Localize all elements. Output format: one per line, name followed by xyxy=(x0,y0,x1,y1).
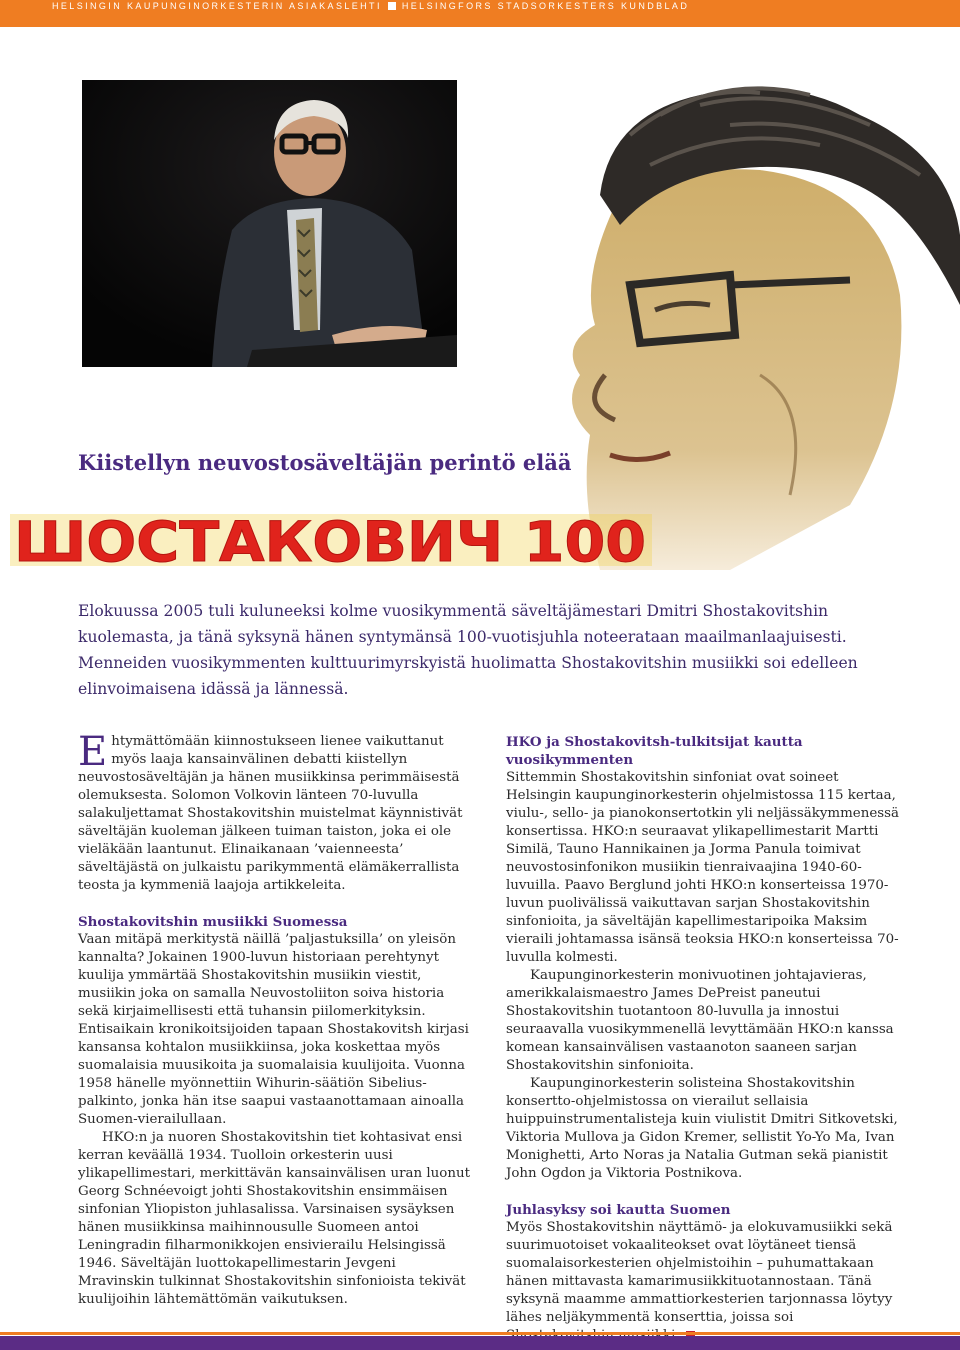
composer-photo-illustration xyxy=(82,80,457,367)
square-icon xyxy=(388,2,396,10)
masthead-finnish: HELSINGIN KAUPUNGINORKESTERIN ASIAKASLEHTI xyxy=(52,1,382,11)
sketch-illustration xyxy=(430,75,960,570)
composer-photo xyxy=(82,80,457,367)
cyrillic-title xyxy=(6,510,656,570)
intro-paragraph xyxy=(78,729,475,895)
paragraph-first-meeting: HKO:n ja nuoren Shostakovitshin tiet kohtasivat ensi kerran keväällä 1934. Tuolloin orkesterin uusi ylikapellimestari, merkittävän kansainvälisen uran luonut Georg Schnéevoigt johti Shostakovitshin ensimmäisen sinfonian Yliopiston juhlasalissa. Varsinaisen sysäyksen hänen musiikkinsa maihinnousulle Suomeen antoi Leningradin filharmonikkojen ensivierailu Helsingissä 1946. Säveltäjän luottokapellimestarin Jevgeni Mravinskin tulkinnat Shostakovitshin sinfonioista tekivät kuulijoihin lähtemättömän vaikutuksen. xyxy=(78,1130,470,1307)
right-column xyxy=(506,733,903,1345)
left-column xyxy=(78,729,475,1309)
masthead-swedish: HELSINGFORS STADSORKESTERS KUNDBLAD xyxy=(401,1,690,11)
section-heading-finland: Shostakovitshin musiikki Suomessa xyxy=(78,914,348,930)
bottom-bar xyxy=(0,1336,960,1350)
lead-paragraph: Elokuussa 2005 tuli kuluneeksi kolme vuosikymmentä säveltäjämestari Dmitri Shostakovitshin kuolemasta, ja tänä syksynä hänen syntymänsä 100-vuotisjuhla noteerataan maailmanlaajuisesti. Menneiden vuosikymmenten kulttuurimyrskyistä huolimatta Shostakovitshin musiikki soi edelleen elinvoimaisena idässä ja lännessä. xyxy=(78,602,858,698)
masthead xyxy=(52,0,689,27)
paragraph-festival xyxy=(506,1219,903,1345)
cyrillic-title-text: ШОСТАКОВИЧ 100 xyxy=(14,510,646,570)
paragraph-finland: Vaan mitäpä merkitystä näillä ’paljastuksilla’ on yleisön kannalta? Jokainen 1900-luvun historiaan perehtynyt kuulija ymmärtää Shostakovitshin musiikin viestit, musiikin joka on samalla Neuvostoliiton soiva historia sekä kirjaimellisesti että tuhansin piilomerkityksin. Entisaikain kronikoitsijoiden tapaan Shostakovitsh kirjasi kansansa kohtalon musiikkiinsa, joka koskettaa myös suomalaisia muusikoita ja suomalaisia kuulijoita. Vuonna 1958 hänelle myönnettiin Wihurin-säätiön Sibelius-palkinto, jonka hän itse saapui vastaanottamaan ainoalla Suomen-vierailullaan. xyxy=(78,932,469,1127)
paragraph-depreist: Kaupunginorkesterin monivuotinen johtajavieras, amerikkalaismaestro James DePreist paneutui Shostakovitshin tuotantoon 80-luvulla ja innostui seuraavalla vuosikymmenellä levyttämään HKO:n kanssa komean kansainvälisen vastaanoton saaneen sarjan Shostakovitshin sinfonioita. xyxy=(506,968,894,1073)
paragraph-symphonies: Sittemmin Shostakovitshin sinfoniat ovat soineet Helsingin kaupunginorkesterin ohjelmistossa 115 kertaa, viulu-, sello- ja pianokonsertotkin yli neljässäkymmenessä konsertissa. HKO:n seuraavat ylikapellimestarit Martti Similä, Tauno Hannikainen ja Jorma Panula toimivat neuvostosinfonikon musiikin tienraivaajina 1940-60-luvuilla. Paavo Berglund johti HKO:n konserteissa 1970-luvun puolivälissä vaikuttavan sarjan Shostakovitshin sinfonioita, ja säveltäjän kapellimestaripoika Maksim vieraili johtamassa isänsä teoksia HKO:n konserteissa 70-luvulla kolmesti. xyxy=(506,770,899,965)
sketch-portrait xyxy=(430,75,960,570)
section-heading-festival: Juhlasyksy soi kautta Suomen xyxy=(506,1202,731,1218)
page-title: Kiistellyn neuvostosäveltäjän perintö elää xyxy=(78,450,572,475)
paragraph-soloists: Kaupunginorkesterin solisteina Shostakovitshin konsertto-ohjelmistossa on vierailut sellaisia huippuinstrumentalisteja kuin viulistit Dmitri Sitkovetski, Viktoria Mullova ja Gidon Kremer, sellistit Yo-Yo Ma, Ivan Monighetti, Arto Noras ja Natalia Gutman sekä pianistit John Ogdon ja Viktoria Postnikova. xyxy=(506,1076,898,1181)
top-bar xyxy=(0,0,960,27)
bottom-accent-line xyxy=(0,1332,960,1335)
intro-text: htymättömään kiinnostukseen lienee vaikuttanut myös laaja kansainvälinen debatti kiistellyn neuvostosäveltäjän ja hänen musiikkinsa perimmäisestä olemuksesta. Solomon Volkovin länteen 70-luvulla salakuljettamat Shostakovitshin muistelmat käynnistivät säveltäjän kuoleman jälkeen tuiman taiston, joka ei ole vieläkään laantunut. Elinaikanaan ’vaienneesta’ säveltäjästä on julkaistu parikymmentä elämäkerrallista teosta ja kymmeniä laajoja artikkeleita. xyxy=(78,734,463,893)
section-heading-interpreters: HKO ja Shostakovitsh-tulkitsijat kautta vuosikymmenten xyxy=(506,734,803,768)
drop-cap: E xyxy=(78,729,108,775)
festival-text: Myös Shostakovitshin näyttämö- ja elokuvamusiikki sekä suurimuotoiset vokaaliteokset ovat löytäneet tiensä suomalaisorkesterien ohjelmistoihin – puhumattakaan hänen mittavasta kamarimusiikkituotannostaan. Tänä syksynä maamme ammattiorkesterien tarjonnassa löytyy lähes neljäkymmentä konserttia, joissa soi xyxy=(506,1220,893,1325)
